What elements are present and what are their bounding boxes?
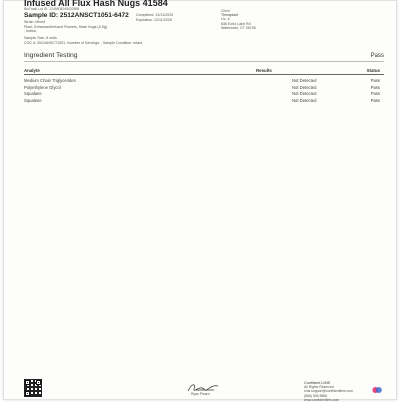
strain: Strain: Mixed [24,20,45,24]
analyte-cell: Polyethylene Glycol [24,84,61,90]
table-row [24,77,384,84]
matrix: Plant, Enhanced/Infused Flowers, Hash Nugs (3.5g) [24,24,107,29]
coc-line: COC #: 2512ANSCT1051, Number of Servings: , Sample Condition: Intact, [24,40,144,45]
result-cell: Not Detected [292,84,317,90]
report-footer [24,379,384,402]
table-row [24,90,384,97]
expiration-date: Expiration: 12/11/2026 [136,17,172,22]
column-status: Status [366,68,380,73]
client-info [221,9,256,31]
table-body [24,77,384,103]
sample-size: Sample Size: 8 units [24,36,57,40]
result-cell: Not Detected [292,78,317,83]
dates [136,13,173,22]
table-row [24,97,384,104]
column-results: Results [256,68,272,73]
section-header [24,52,384,62]
confident-lims-logo-icon [372,385,382,395]
lab-contact [304,381,353,402]
biotrack-lot: BioTrack Lot ID: 2248508045432896 [24,7,80,11]
client-name: Theraplant [221,13,239,17]
analyte-cell: Squalene [24,97,42,103]
sample-id: Sample ID: 2512ANSCT1051-6472 [24,12,129,19]
lab-email: cms.support@confidentlims.com [304,389,354,394]
ingredient-testing-section [24,52,384,103]
column-analyte: Analyte [24,68,40,73]
analyte-cell: Squalane [24,91,42,97]
client-lic: Lic. # [221,17,230,21]
product-title: Infused All Flux Hash Nugs 41584 [24,0,168,8]
status-cell: Pass [370,78,380,83]
status-cell: Pass [370,91,380,97]
lab-phone: (866) 506-5866 [304,393,328,398]
lab-web: www.confidentlims.com [304,397,340,402]
completed-date: Completed: 12/11/2025 [136,13,174,17]
client-address: 836 Echo Lake Rd [221,21,251,26]
classification: , Indica, [24,29,37,33]
table-header [24,65,384,75]
analyte-cell: Medium Chain Triglycerides [24,78,76,83]
signer-name: Ryan Picard [191,392,210,396]
report-page [3,0,397,400]
qr-code[interactable] [24,379,42,397]
table-row [24,84,384,91]
status-cell: Pass [370,97,380,103]
client-label: Client [221,9,230,13]
lab-name: Confident LIMS [304,381,331,385]
section-title: Ingredient Testing [24,52,78,59]
lab-rights: All Rights Reserved [304,385,334,390]
section-status: Pass [370,53,384,59]
result-cell: Not Detected [292,91,317,97]
result-cell: Not Detected [292,97,317,103]
status-cell: Pass [370,84,380,90]
client-city: Watertown, CT 06795 [221,26,256,31]
